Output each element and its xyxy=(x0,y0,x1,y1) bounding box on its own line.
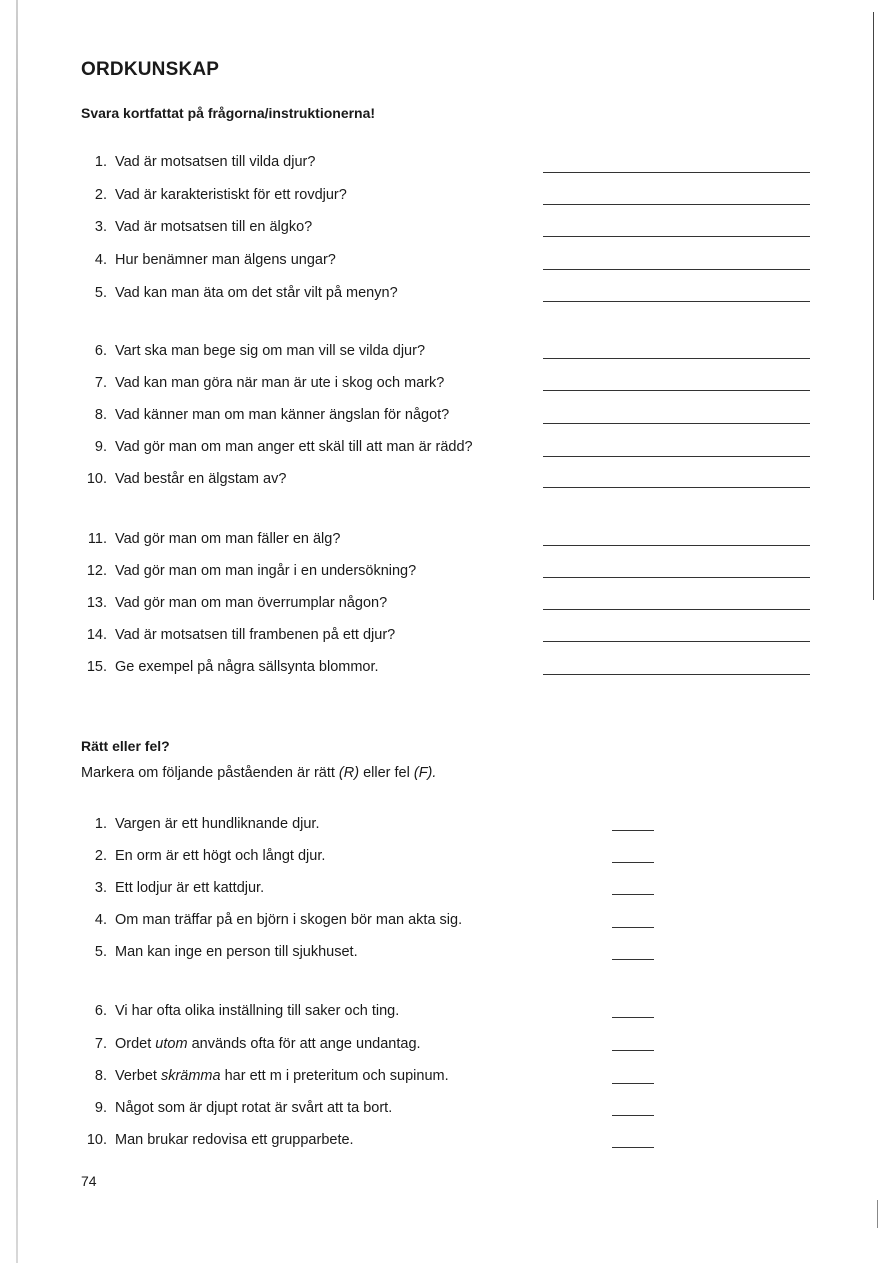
statement-row xyxy=(81,847,325,865)
statement-emphasis: utom xyxy=(155,1036,188,1052)
statement-text: Man brukar redovisa ett grupparbete. xyxy=(115,1132,354,1148)
section-instruction: Svara kortfattat på frågorna/instruktionerna! xyxy=(81,105,376,121)
question-row xyxy=(81,470,286,488)
statement-text-part: har ett m i preteritum och supinum. xyxy=(220,1068,449,1084)
page-number: 74 xyxy=(81,1173,97,1189)
answer-line[interactable] xyxy=(543,236,810,237)
question-number: 4. xyxy=(94,252,107,268)
statement-number: 8. xyxy=(94,1068,107,1084)
section-instruction xyxy=(81,765,436,781)
answer-line[interactable] xyxy=(543,390,810,391)
statement-row xyxy=(81,1067,449,1085)
statement-text: En orm är ett högt och långt djur. xyxy=(115,848,326,864)
statement-number: 9. xyxy=(94,1100,107,1116)
statement-row xyxy=(81,1002,399,1020)
answer-line[interactable] xyxy=(543,301,810,302)
question-number: 3. xyxy=(94,219,107,235)
question-row xyxy=(81,218,312,236)
question-text: Vad känner man om man känner ängslan för något? xyxy=(115,407,450,423)
statement-row xyxy=(81,911,462,929)
answer-line[interactable] xyxy=(543,641,810,642)
answer-line[interactable] xyxy=(612,1147,654,1148)
question-row xyxy=(81,530,340,548)
question-number: 14. xyxy=(86,627,107,643)
answer-line[interactable] xyxy=(543,609,810,610)
question-row xyxy=(81,284,398,302)
question-text: Vad gör man om man anger ett skäl till att man är rädd? xyxy=(115,439,473,455)
question-number: 1. xyxy=(94,154,107,170)
section-title: Rätt eller fel? xyxy=(81,738,170,754)
statement-number: 5. xyxy=(94,944,107,960)
answer-line[interactable] xyxy=(543,577,810,578)
answer-line[interactable] xyxy=(612,1017,654,1018)
question-number: 8. xyxy=(94,407,107,423)
statement-text xyxy=(115,1035,421,1053)
statement-text: Något som är djupt rotat är svårt att ta bort. xyxy=(115,1100,393,1116)
question-number: 9. xyxy=(94,439,107,455)
answer-line[interactable] xyxy=(612,1050,654,1051)
question-row xyxy=(81,153,315,171)
statement-row xyxy=(81,879,264,897)
question-text: Vad är motsatsen till en älgko? xyxy=(115,219,313,235)
statement-text: Vi har ofta olika inställning till saker och ting. xyxy=(115,1003,400,1019)
question-number: 10. xyxy=(86,471,107,487)
statement-number: 6. xyxy=(94,1003,107,1019)
question-text: Vad är motsatsen till vilda djur? xyxy=(115,154,316,170)
question-text: Vart ska man bege sig om man vill se vilda djur? xyxy=(115,343,426,359)
statement-text: Om man träffar på en björn i skogen bör man akta sig. xyxy=(115,912,463,928)
answer-line[interactable] xyxy=(612,959,654,960)
question-row xyxy=(81,186,347,204)
question-row xyxy=(81,626,395,644)
instruction-text: Markera om följande påståenden är rätt xyxy=(81,765,339,781)
answer-line[interactable] xyxy=(543,358,810,359)
question-text: Vad gör man om man ingår i en undersökning? xyxy=(115,563,417,579)
question-number: 12. xyxy=(86,563,107,579)
statement-text: Ett lodjur är ett kattdjur. xyxy=(115,880,265,896)
answer-line[interactable] xyxy=(612,1115,654,1116)
question-row xyxy=(81,658,379,676)
question-number: 5. xyxy=(94,285,107,301)
question-row xyxy=(81,374,444,392)
page-title: ORDKUNSKAP xyxy=(81,59,220,80)
question-row xyxy=(81,594,387,612)
statement-text: Man kan inge en person till sjukhuset. xyxy=(115,944,358,960)
question-number: 2. xyxy=(94,187,107,203)
right-label: (R) xyxy=(338,765,360,781)
question-number: 15. xyxy=(86,659,107,675)
question-number: 11. xyxy=(87,531,107,547)
instruction-text: eller fel xyxy=(359,765,414,781)
statement-text-part: Verbet xyxy=(115,1068,161,1084)
question-text: Vad består en älgstam av? xyxy=(115,471,287,487)
question-number: 6. xyxy=(94,343,107,359)
statement-row xyxy=(81,815,320,833)
question-text: Vad är karakteristiskt för ett rovdjur? xyxy=(115,187,347,203)
statement-row xyxy=(81,1035,421,1053)
answer-line[interactable] xyxy=(612,894,654,895)
wrong-label: (F). xyxy=(413,765,437,781)
question-text: Hur benämner man älgens ungar? xyxy=(115,252,336,268)
question-row xyxy=(81,342,425,360)
question-number: 13. xyxy=(86,595,107,611)
statement-number: 4. xyxy=(94,912,107,928)
page-edge-mark xyxy=(877,1200,878,1228)
statement-row xyxy=(81,1131,354,1149)
answer-line[interactable] xyxy=(543,674,810,675)
answer-line[interactable] xyxy=(612,1083,654,1084)
question-text: Vad kan man äta om det står vilt på menyn? xyxy=(115,285,398,301)
answer-line[interactable] xyxy=(543,545,810,546)
statement-text: Vargen är ett hundliknande djur. xyxy=(115,816,320,832)
answer-line[interactable] xyxy=(612,927,654,928)
answer-line[interactable] xyxy=(543,269,810,270)
statement-text-part: används ofta för att ange undantag. xyxy=(187,1036,421,1052)
question-text: Vad är motsatsen till frambenen på ett djur? xyxy=(115,627,396,643)
statement-emphasis: skrämma xyxy=(160,1068,221,1084)
answer-line[interactable] xyxy=(612,862,654,863)
statement-number: 1. xyxy=(94,816,107,832)
answer-line[interactable] xyxy=(543,423,810,424)
question-text: Vad gör man om man fäller en älg? xyxy=(115,531,341,547)
question-number: 7. xyxy=(94,375,107,391)
question-row xyxy=(81,438,473,456)
page-edge-left xyxy=(16,0,18,1263)
statement-text-part: Ordet xyxy=(115,1036,156,1052)
question-row xyxy=(81,562,416,580)
question-text: Vad kan man göra när man är ute i skog och mark? xyxy=(115,375,445,391)
statement-row xyxy=(81,1099,392,1117)
answer-line[interactable] xyxy=(543,172,810,173)
question-row xyxy=(81,406,449,424)
statement-number: 7. xyxy=(94,1036,107,1052)
answer-line[interactable] xyxy=(543,456,810,457)
statement-number: 2. xyxy=(94,848,107,864)
question-text: Vad gör man om man överrumplar någon? xyxy=(115,595,388,611)
question-text: Ge exempel på några sällsynta blommor. xyxy=(115,659,379,675)
statement-number: 3. xyxy=(94,880,107,896)
statement-row xyxy=(81,943,358,961)
answer-line[interactable] xyxy=(543,487,810,488)
statement-text xyxy=(115,1067,449,1085)
page-edge-right xyxy=(873,12,874,600)
answer-line[interactable] xyxy=(543,204,810,205)
question-row xyxy=(81,251,336,269)
statement-number: 10. xyxy=(86,1132,107,1148)
answer-line[interactable] xyxy=(612,830,654,831)
